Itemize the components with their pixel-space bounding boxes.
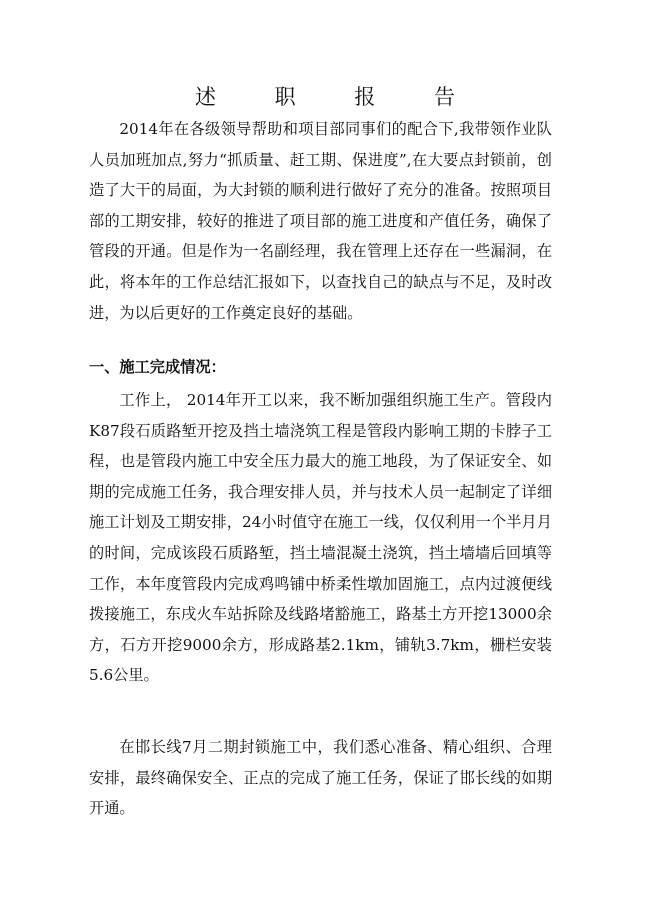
intro-paragraph: 2014年在各级领导帮助和项目部同事们的配合下,我带领作业队人员加班加点,努力“抓质量、赶工期、保进度”,在大要点封锁前，创造了大干的局面，为大封锁的顺利进行做好了充分的准备。按照项目部的工期安排，较好的推进了项目部的施工进度和产值任务，确保了管段的开通。但是作为一名副经理，我在管理上还存在一些漏洞，在此，将本年的工作总结汇报如下，以查找自己的缺点与不足，及时改进，为以后更好的工作奠定良好的基础。 [89,120,552,322]
work-paragraph: 工作上， 2014年开工以来，我不断加强组织施工生产。管段内K87段石质路堑开挖及挡土墙浇筑工程是管段内影响工期的卡脖子工程，也是管段内施工中安全压力最大的施工地段，为了保证安全、如期的完成施工任务，我合理安排人员，并与技术人员一起制定了详细施工计划及工期安排，24小时值守在施工一线，仅仅利用一个半月月的时间，完成该段石质路堑，挡土墙混凝土浇筑，挡土墙墙后回填等工作，本年度管段内完成鸡鸣铺中桥柔性墩加固施工，点内过渡便线拨接施工，东戌火车站拆除及线路堵豁施工，路基土方开挖13000余方，石方开挖9000余方，形成路基2.1km，铺轨3.7km，栅栏安装5.6公里。 [89,391,552,685]
closure-paragraph: 在邯长线7月二期封锁施工中，我们悉心准备、精心组织、合理安排，最终确保安全、正点的完成了施工任务，保证了邯长线的如期开通。 [89,738,552,818]
section-heading: 一、施工完成情况： [89,358,226,376]
document-title: 述 职 报 告 [194,85,482,109]
